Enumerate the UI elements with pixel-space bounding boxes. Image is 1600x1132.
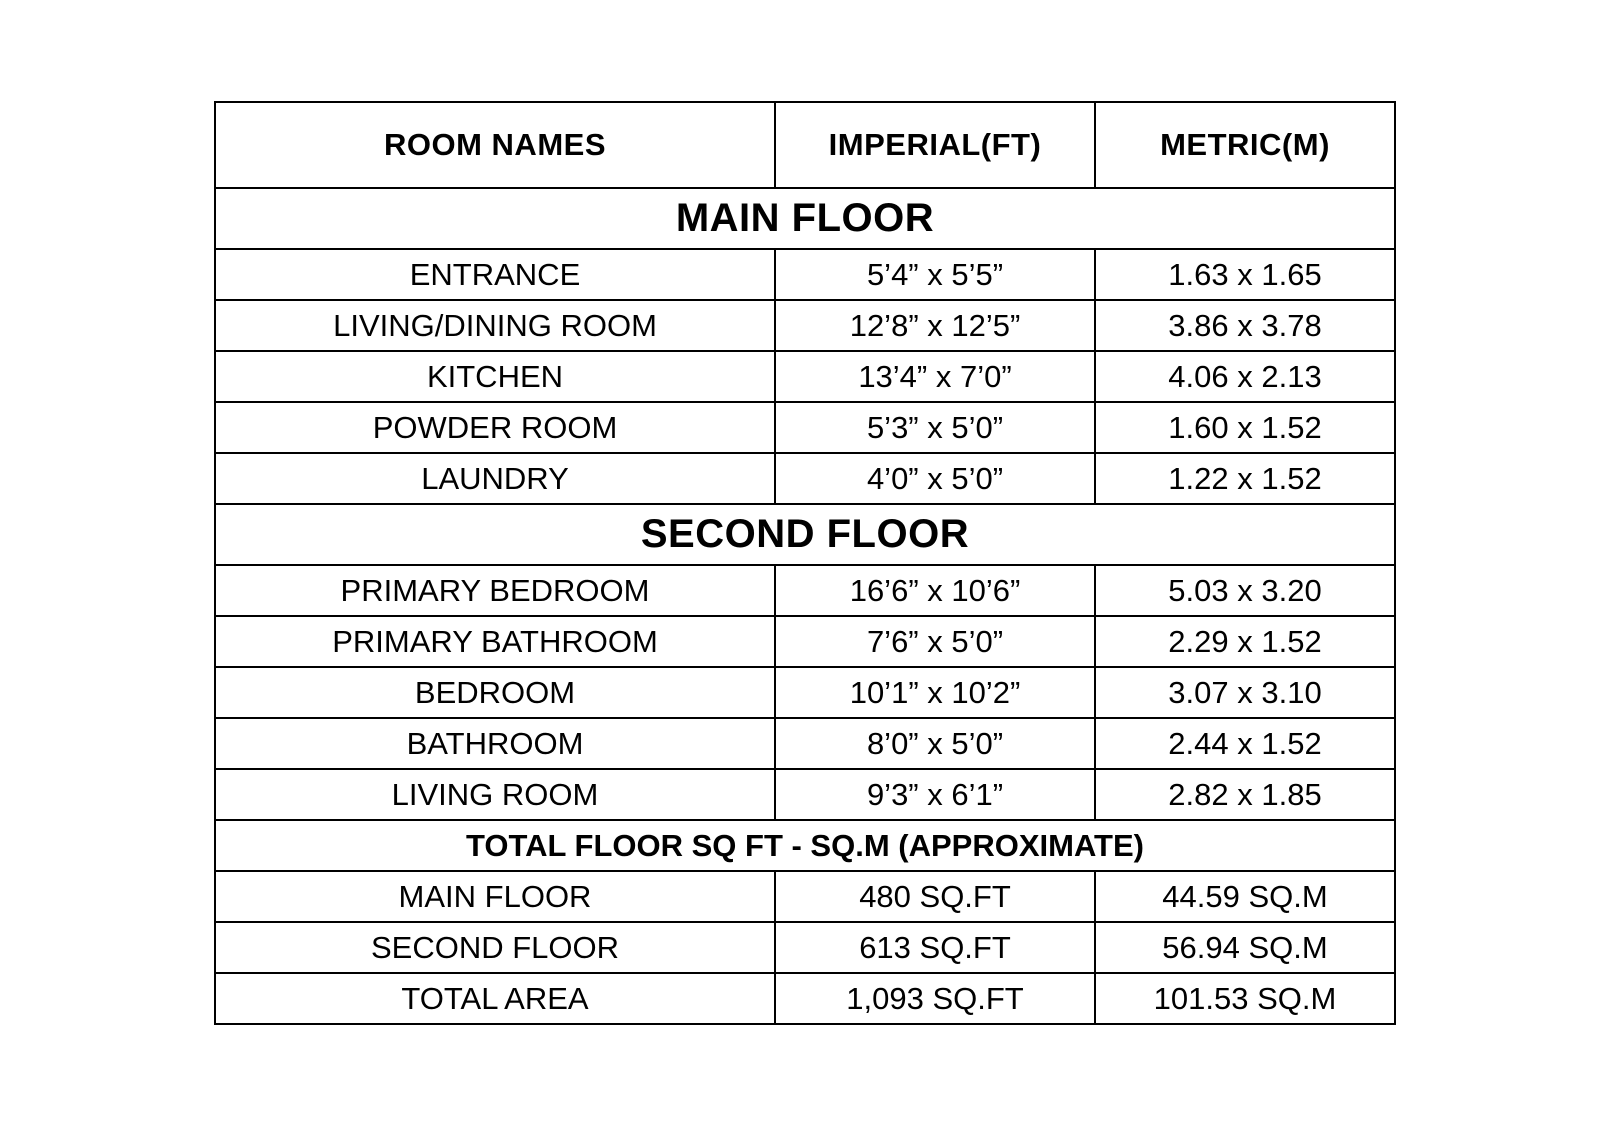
metric-cell: 3.86 x 3.78 — [1095, 300, 1395, 351]
totals-title: TOTAL FLOOR SQ FT - SQ.M (APPROXIMATE) — [215, 820, 1395, 871]
table-row — [215, 973, 1395, 1024]
metric-cell: 1.60 x 1.52 — [1095, 402, 1395, 453]
room-name-cell: ENTRANCE — [215, 249, 775, 300]
room-name-cell: POWDER ROOM — [215, 402, 775, 453]
metric-area-cell: 56.94 SQ.M — [1095, 922, 1395, 973]
header-row — [215, 102, 1395, 188]
section-totals — [215, 820, 1395, 871]
room-name-cell: KITCHEN — [215, 351, 775, 402]
room-name-cell: LAUNDRY — [215, 453, 775, 504]
room-name-cell: LIVING/DINING ROOM — [215, 300, 775, 351]
imperial-cell: 12’8” x 12’5” — [775, 300, 1095, 351]
table-row — [215, 565, 1395, 616]
metric-cell: 2.44 x 1.52 — [1095, 718, 1395, 769]
imperial-cell: 16’6” x 10’6” — [775, 565, 1095, 616]
section-main-floor — [215, 188, 1395, 249]
table-row — [215, 453, 1395, 504]
room-name-cell: PRIMARY BEDROOM — [215, 565, 775, 616]
table-row — [215, 249, 1395, 300]
table-row — [215, 616, 1395, 667]
table-row — [215, 351, 1395, 402]
header-metric: METRIC(M) — [1095, 102, 1395, 188]
table-row — [215, 769, 1395, 820]
metric-area-cell: 44.59 SQ.M — [1095, 871, 1395, 922]
table-row — [215, 402, 1395, 453]
metric-cell: 2.82 x 1.85 — [1095, 769, 1395, 820]
header-room-names: ROOM NAMES — [215, 102, 775, 188]
section-second-floor — [215, 504, 1395, 565]
imperial-cell: 13’4” x 7’0” — [775, 351, 1095, 402]
section-title: MAIN FLOOR — [215, 188, 1395, 249]
table-row — [215, 718, 1395, 769]
imperial-cell: 9’3” x 6’1” — [775, 769, 1095, 820]
imperial-cell: 8’0” x 5’0” — [775, 718, 1095, 769]
table-row — [215, 667, 1395, 718]
metric-cell: 1.22 x 1.52 — [1095, 453, 1395, 504]
imperial-cell: 4’0” x 5’0” — [775, 453, 1095, 504]
imperial-area-cell: 613 SQ.FT — [775, 922, 1095, 973]
metric-cell: 2.29 x 1.52 — [1095, 616, 1395, 667]
room-name-cell: LIVING ROOM — [215, 769, 775, 820]
room-name-cell: BATHROOM — [215, 718, 775, 769]
imperial-area-cell: 1,093 SQ.FT — [775, 973, 1095, 1024]
imperial-cell: 10’1” x 10’2” — [775, 667, 1095, 718]
metric-cell: 4.06 x 2.13 — [1095, 351, 1395, 402]
room-name-cell: BEDROOM — [215, 667, 775, 718]
imperial-cell: 7’6” x 5’0” — [775, 616, 1095, 667]
room-dimensions-table — [214, 101, 1396, 1025]
metric-area-cell: 101.53 SQ.M — [1095, 973, 1395, 1024]
metric-cell: 1.63 x 1.65 — [1095, 249, 1395, 300]
floor-name-cell: SECOND FLOOR — [215, 922, 775, 973]
table-row — [215, 300, 1395, 351]
metric-cell: 5.03 x 3.20 — [1095, 565, 1395, 616]
floor-name-cell: MAIN FLOOR — [215, 871, 775, 922]
imperial-area-cell: 480 SQ.FT — [775, 871, 1095, 922]
header-imperial: IMPERIAL(FT) — [775, 102, 1095, 188]
table-row — [215, 871, 1395, 922]
room-name-cell: PRIMARY BATHROOM — [215, 616, 775, 667]
table-row — [215, 922, 1395, 973]
imperial-cell: 5’3” x 5’0” — [775, 402, 1095, 453]
section-title: SECOND FLOOR — [215, 504, 1395, 565]
floor-name-cell: TOTAL AREA — [215, 973, 775, 1024]
metric-cell: 3.07 x 3.10 — [1095, 667, 1395, 718]
imperial-cell: 5’4” x 5’5” — [775, 249, 1095, 300]
